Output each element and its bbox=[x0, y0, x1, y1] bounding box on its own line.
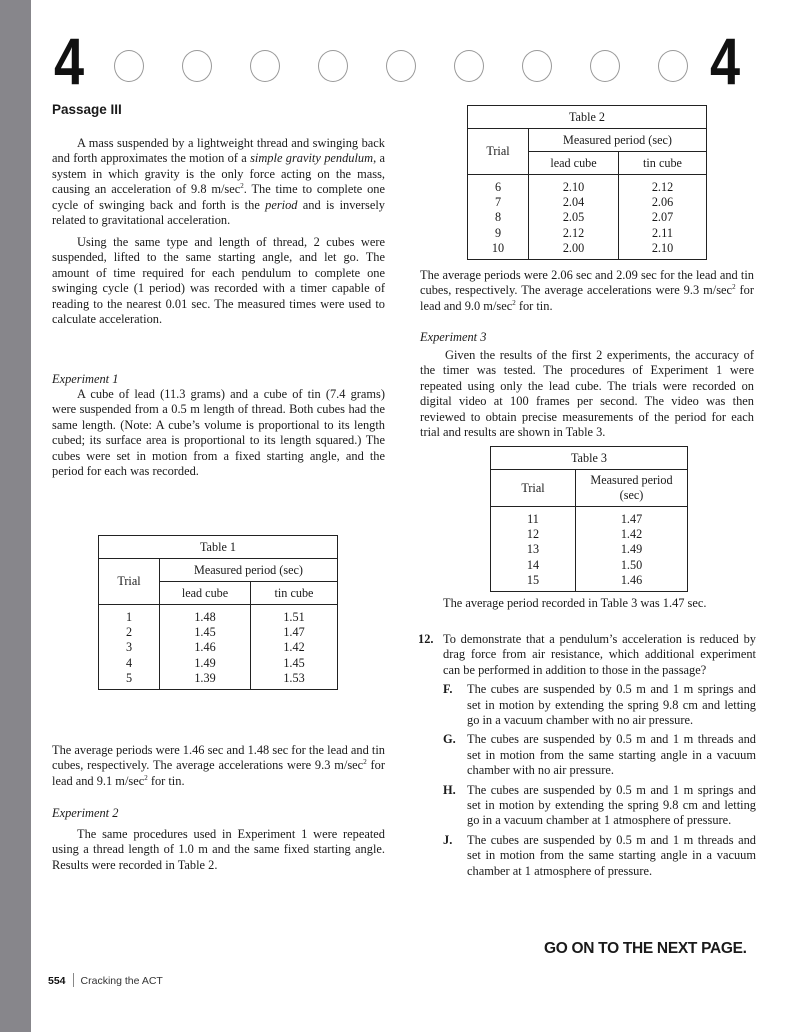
bubble-icon bbox=[658, 50, 688, 82]
table-1-col-lead: lead cube bbox=[160, 582, 251, 605]
table-3-period-column: 1.47 1.42 1.49 1.50 1.46 bbox=[576, 507, 688, 592]
experiment-1-summary: The average periods were 1.46 sec and 1.48 sec for the lead and tin cubes, respectively. The average accelerations were 9.3 $m/\sec^2$ for lead and 9.1 $m/\sec^2$ for tin. bbox=[52, 743, 385, 788]
table-2 bbox=[467, 105, 707, 260]
table-1-title: Table 1 bbox=[99, 536, 338, 559]
option-text: The cubes are suspended by 0.5 m and 1 m springs and set in motion by extending the spring 9.8 cm and letting go in a vacuum chamber with no air pressure. bbox=[467, 682, 756, 728]
table-2-col-trial: Trial bbox=[468, 129, 529, 175]
question-12 bbox=[418, 632, 756, 879]
section-number-right: 4 bbox=[710, 24, 741, 98]
experiment-2-text: The same procedures used in Experiment 1 were repeated using a thread length of 1.0 m and the same fixed starting angle. Results were recorded in Table 2. bbox=[52, 827, 385, 872]
go-on-next-page: GO ON TO THE NEXT PAGE. bbox=[544, 940, 747, 957]
table-2-tin-column: 2.12 2.06 2.07 2.11 2.10 bbox=[619, 175, 707, 260]
option-letter: J. bbox=[443, 832, 453, 847]
answer-option-h[interactable] bbox=[443, 783, 756, 829]
table-1-trial-column: 1 2 3 4 5 bbox=[99, 605, 160, 690]
table-3-trial-column: 11 12 13 14 15 bbox=[491, 507, 576, 592]
experiment-2-summary: The average periods were 2.06 sec and 2.09 sec for the lead and tin cubes, respectively. The average accelerations were 9.3 $m/\sec^2$ for lead and 9.0 $m/\sec^2$ for tin. bbox=[420, 268, 754, 313]
option-text: The cubes are suspended by 0.5 m and 1 m threads and set in motion from the same starting angle in a vacuum chamber with no air pressure. bbox=[467, 732, 756, 778]
answer-bubbles-row bbox=[114, 50, 694, 84]
book-title: Cracking the ACT bbox=[80, 975, 163, 987]
experiment-3-text: Given the results of the first 2 experiments, the accuracy of the timer was tested. The procedures of Experiment 1 were repeated using only the lead cube. The trials were recorded on digital video at 100 frames per second. The video was then reviewed to obtain precise measurements of the period for each trial and results are shown in Table 3. bbox=[420, 348, 754, 440]
bubble-icon bbox=[114, 50, 144, 82]
experiment-2-label: Experiment 2 bbox=[52, 806, 119, 820]
bubble-icon bbox=[318, 50, 348, 82]
option-text: The cubes are suspended by 0.5 m and 1 m threads and set in motion from the same starting angle in a vacuum chamber at 1 atmosphere of pressure. bbox=[467, 832, 756, 878]
table-3-col-trial: Trial bbox=[491, 470, 576, 507]
bubble-icon bbox=[250, 50, 280, 82]
answer-option-j[interactable] bbox=[443, 833, 756, 879]
answer-option-f[interactable] bbox=[443, 682, 756, 728]
bubble-icon bbox=[386, 50, 416, 82]
table-1-lead-column: 1.48 1.45 1.46 1.49 1.39 bbox=[160, 605, 251, 690]
bubble-icon bbox=[182, 50, 212, 82]
question-number: 12. bbox=[418, 632, 434, 646]
page-number: 554 bbox=[48, 975, 66, 987]
option-letter: G. bbox=[443, 732, 456, 747]
option-letter: H. bbox=[443, 782, 456, 797]
bubble-icon bbox=[590, 50, 620, 82]
question-stem: To demonstrate that a pendulum’s acceleration is reduced by drag force from air resistance, which additional experiment can be performed in addition to those in the passage? bbox=[443, 632, 756, 677]
option-text: The cubes are suspended by 0.5 m and 1 m springs and set in motion by extending the spring 9.8 cm and letting go in a vacuum chamber at 1 atmosphere of pressure. bbox=[467, 782, 756, 828]
table-3-col-period: Measured period (sec) bbox=[576, 470, 688, 507]
table-2-trial-column: 6 7 8 9 10 bbox=[468, 175, 529, 260]
option-letter: F. bbox=[443, 682, 453, 697]
experiment-1-label: Experiment 1 bbox=[52, 372, 119, 386]
table-1-col-trial: Trial bbox=[99, 559, 160, 605]
table-2-col-lead: lead cube bbox=[529, 152, 619, 175]
footer-divider bbox=[73, 973, 74, 987]
answer-option-g[interactable] bbox=[443, 732, 756, 778]
table-1-tin-column: 1.51 1.47 1.42 1.45 1.53 bbox=[251, 605, 338, 690]
table-2-col-tin: tin cube bbox=[619, 152, 707, 175]
intro-paragraph-2: Using the same type and length of thread, 2 cubes were suspended, lifted to the same starting angle, and let go. The amount of time required for each pendulum to complete one swinging cycle (1 period) was recorded with a timer capable of reading to the nearest 0.01 sec. The measured times were used to calculate acceleration. bbox=[52, 235, 385, 327]
table-1-group-header: Measured period (sec) bbox=[160, 559, 338, 582]
table-2-title: Table 2 bbox=[468, 106, 707, 129]
table-1 bbox=[98, 535, 338, 690]
table-1-col-tin: tin cube bbox=[251, 582, 338, 605]
page-footer bbox=[48, 973, 163, 987]
experiment-1-text: A cube of lead (11.3 grams) and a cube of tin (7.4 grams) were suspended from a 0.5 m length of thread. Both cubes had the same length. (Note: A cube’s volume is proportional to its length cubed; its surface area is proportional to its length squared.) The cubes were set in motion from a fixed starting angle, and the period for each was recorded. bbox=[52, 387, 385, 479]
table-3 bbox=[490, 446, 688, 592]
table-3-title: Table 3 bbox=[491, 447, 688, 470]
page-edge-bar bbox=[0, 0, 31, 1032]
section-number-left: 4 bbox=[54, 24, 85, 98]
bubble-icon bbox=[454, 50, 484, 82]
experiment-3-summary: The average period recorded in Table 3 was 1.47 sec. bbox=[443, 596, 707, 610]
table-2-group-header: Measured period (sec) bbox=[529, 129, 707, 152]
bubble-icon bbox=[522, 50, 552, 82]
experiment-3-label: Experiment 3 bbox=[420, 330, 487, 344]
intro-paragraph-1: A mass suspended by a lightweight thread and swinging back and forth approximates the motion of a simple gravity pendulum, a system in which gravity is the only force acting on the mass, causing an acceleration of 9.8 $m/\sec^2$. The time to complete one cycle of swinging back and forth is the period and is inversely related to gravitational acceleration. bbox=[52, 136, 385, 228]
table-2-lead-column: 2.10 2.04 2.05 2.12 2.00 bbox=[529, 175, 619, 260]
passage-title: Passage III bbox=[52, 102, 122, 117]
